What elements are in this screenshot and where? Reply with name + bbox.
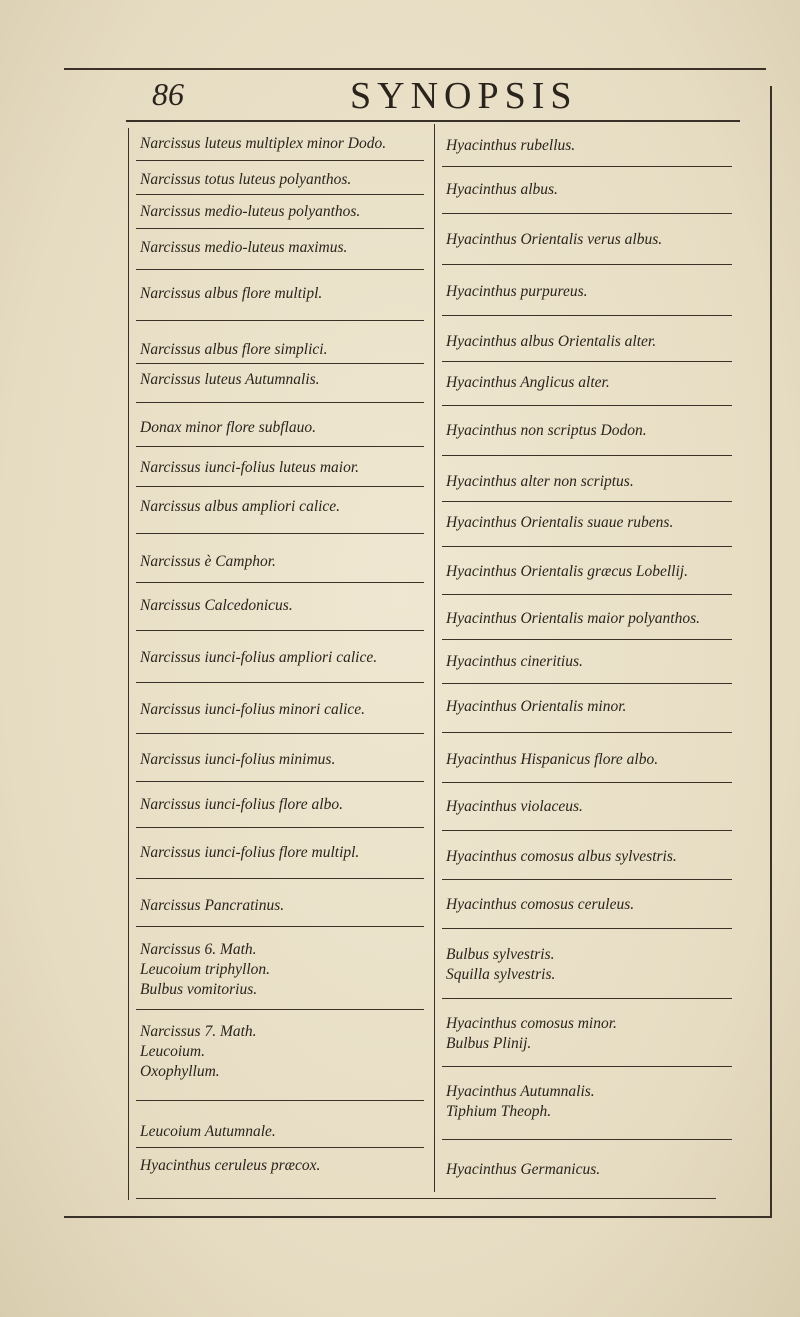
entry-separator — [136, 827, 424, 828]
entry-line: Narcissus 7. Math. — [140, 1023, 257, 1040]
right-entry — [446, 945, 555, 985]
bottom-frame-rule — [64, 1216, 772, 1218]
left-column-rule — [128, 128, 129, 1200]
right-entry — [446, 562, 688, 582]
left-entry — [140, 843, 359, 863]
entry-separator — [442, 732, 732, 733]
left-entry — [140, 238, 347, 258]
entry-line: Hyacinthus Orientalis maior polyanthos. — [446, 610, 701, 627]
entry-separator — [136, 402, 424, 403]
entry-separator — [136, 733, 424, 734]
left-entry — [140, 134, 386, 154]
left-entry — [140, 497, 340, 517]
entry-line: Bulbus Plinij. — [446, 1035, 532, 1052]
entry-line: Hyacinthus comosus minor. — [446, 1015, 617, 1032]
left-entry — [140, 940, 270, 1000]
left-entry — [140, 700, 365, 720]
entry-line: Hyacinthus albus Orientalis alter. — [446, 333, 657, 350]
left-entry — [140, 1156, 320, 1176]
right-entry — [446, 282, 588, 302]
left-entry — [140, 340, 327, 360]
right-entry — [446, 652, 583, 672]
right-entry — [446, 373, 610, 393]
entry-separator — [136, 1009, 424, 1010]
entry-separator — [442, 1139, 732, 1140]
entry-line: Leucoium triphyllon. — [140, 961, 271, 978]
entry-separator — [442, 830, 732, 831]
entry-line: Narcissus luteus Autumnalis. — [140, 371, 320, 388]
left-entry — [140, 1022, 257, 1082]
top-frame-rule — [64, 68, 766, 70]
entry-separator — [136, 682, 424, 683]
table-bottom-rule — [136, 1198, 716, 1199]
entry-separator — [442, 361, 732, 362]
entry-line: Bulbus sylvestris. — [446, 946, 555, 963]
entry-separator — [136, 926, 424, 927]
entry-line: Narcissus Pancratinus. — [140, 897, 285, 914]
entry-line: Narcissus luteus multiplex minor Dodo. — [140, 135, 387, 152]
entry-line: Hyacinthus rubellus. — [446, 137, 576, 154]
entry-line: Narcissus medio-luteus polyanthos. — [140, 203, 361, 220]
entry-separator — [136, 630, 424, 631]
left-entry — [140, 648, 377, 668]
entry-line: Hyacinthus comosus albus sylvestris. — [446, 848, 677, 865]
entry-line: Hyacinthus albus. — [446, 181, 558, 198]
entry-line: Narcissus iunci-folius luteus maior. — [140, 459, 360, 476]
entry-separator — [136, 363, 424, 364]
right-entry — [446, 332, 656, 352]
entry-separator — [136, 533, 424, 534]
entry-line: Hyacinthus Orientalis verus albus. — [446, 231, 663, 248]
left-entry — [140, 458, 359, 478]
entry-line: Narcissus iunci-folius ampliori calice. — [140, 649, 378, 666]
entry-separator — [136, 1147, 424, 1148]
entry-line: Donax minor flore subflauo. — [140, 419, 316, 436]
entry-separator — [442, 166, 732, 167]
entry-line: Bulbus vomitorius. — [140, 981, 258, 998]
entry-separator — [442, 683, 732, 684]
left-entry — [140, 795, 343, 815]
table-top-rule — [126, 120, 740, 122]
entry-line: Narcissus albus flore multipl. — [140, 285, 323, 302]
entry-separator — [442, 455, 732, 456]
entry-line: Hyacinthus Orientalis minor. — [446, 698, 627, 715]
entry-line: Oxophyllum. — [140, 1063, 220, 1080]
entry-line: Leucoium Autumnale. — [140, 1123, 276, 1140]
entry-separator — [442, 501, 732, 502]
entry-separator — [136, 878, 424, 879]
right-entry — [446, 1082, 595, 1122]
entry-line: Narcissus iunci-folius minimus. — [140, 751, 336, 768]
right-entry — [446, 421, 647, 441]
entry-line: Hyacinthus comosus ceruleus. — [446, 896, 635, 913]
entry-line: Leucoium. — [140, 1043, 206, 1060]
entry-separator — [136, 160, 424, 161]
right-entry — [446, 1014, 617, 1054]
right-entry — [446, 697, 626, 717]
right-entry — [446, 180, 558, 200]
entry-line: Hyacinthus Germanicus. — [446, 1161, 601, 1178]
page-title: SYNOPSIS — [350, 75, 578, 117]
entry-separator — [442, 546, 732, 547]
entry-separator — [136, 446, 424, 447]
entry-line: Hyacinthus purpureus. — [446, 283, 588, 300]
left-entry — [140, 370, 320, 390]
right-entry — [446, 797, 583, 817]
entry-separator — [442, 264, 732, 265]
entry-separator — [442, 782, 732, 783]
right-entry — [446, 230, 662, 250]
entry-separator — [442, 594, 732, 595]
entry-line: Narcissus Calcedonicus. — [140, 597, 293, 614]
entry-separator — [442, 879, 732, 880]
entry-line: Narcissus medio-luteus maximus. — [140, 239, 348, 256]
entry-line: Hyacinthus violaceus. — [446, 798, 583, 815]
entry-separator — [136, 228, 424, 229]
right-entry — [446, 750, 658, 770]
right-entry — [446, 609, 700, 629]
entry-line: Hyacinthus cineritius. — [446, 653, 583, 670]
page-number: 86 — [152, 76, 184, 112]
entry-line: Hyacinthus Hispanicus flore albo. — [446, 751, 659, 768]
entry-line: Hyacinthus Autumnalis. — [446, 1083, 595, 1100]
entry-line: Narcissus iunci-folius minori calice. — [140, 701, 366, 718]
entry-line: Hyacinthus alter non scriptus. — [446, 473, 634, 490]
entry-line: Narcissus iunci-folius flore albo. — [140, 796, 343, 813]
entry-line: Narcissus è Camphor. — [140, 553, 276, 570]
entry-separator — [442, 315, 732, 316]
entry-separator — [136, 1100, 424, 1101]
entry-separator — [136, 582, 424, 583]
entry-line: Tiphium Theoph. — [446, 1103, 552, 1120]
entry-separator — [136, 194, 424, 195]
entry-separator — [136, 269, 424, 270]
left-entry — [140, 202, 360, 222]
entry-line: Narcissus 6. Math. — [140, 941, 257, 958]
left-entry — [140, 284, 322, 304]
entry-separator — [442, 998, 732, 999]
entry-line: Hyacinthus Anglicus alter. — [446, 374, 610, 391]
entry-line: Narcissus albus flore simplici. — [140, 341, 328, 358]
right-entry — [446, 895, 634, 915]
entry-line: Hyacinthus Orientalis græcus Lobellij. — [446, 563, 688, 580]
right-entry — [446, 847, 677, 867]
entry-line: Squilla sylvestris. — [446, 966, 556, 983]
left-entry — [140, 596, 293, 616]
entry-separator — [136, 320, 424, 321]
entry-line: Narcissus totus luteus polyanthos. — [140, 171, 352, 188]
entry-line: Hyacinthus Orientalis suaue rubens. — [446, 514, 674, 531]
entry-line: Hyacinthus non scriptus Dodon. — [446, 422, 647, 439]
left-entry — [140, 170, 351, 190]
entry-separator — [442, 639, 732, 640]
left-entry — [140, 552, 276, 572]
left-entry — [140, 896, 284, 916]
right-entry — [446, 1160, 600, 1180]
left-entry — [140, 750, 335, 770]
left-entry — [140, 1122, 276, 1142]
left-entry — [140, 418, 316, 438]
entry-separator — [442, 405, 732, 406]
entry-line: Hyacinthus ceruleus præcox. — [140, 1157, 321, 1174]
entry-line: Narcissus iunci-folius flore multipl. — [140, 844, 360, 861]
entry-separator — [136, 486, 424, 487]
right-entry — [446, 136, 575, 156]
right-frame-rule — [770, 86, 772, 1216]
center-column-rule — [434, 124, 435, 1192]
right-entry — [446, 513, 673, 533]
right-entry — [446, 472, 634, 492]
entry-separator — [442, 1066, 732, 1067]
entry-separator — [136, 781, 424, 782]
entry-separator — [442, 213, 732, 214]
entry-line: Narcissus albus ampliori calice. — [140, 498, 341, 515]
entry-separator — [442, 928, 732, 929]
